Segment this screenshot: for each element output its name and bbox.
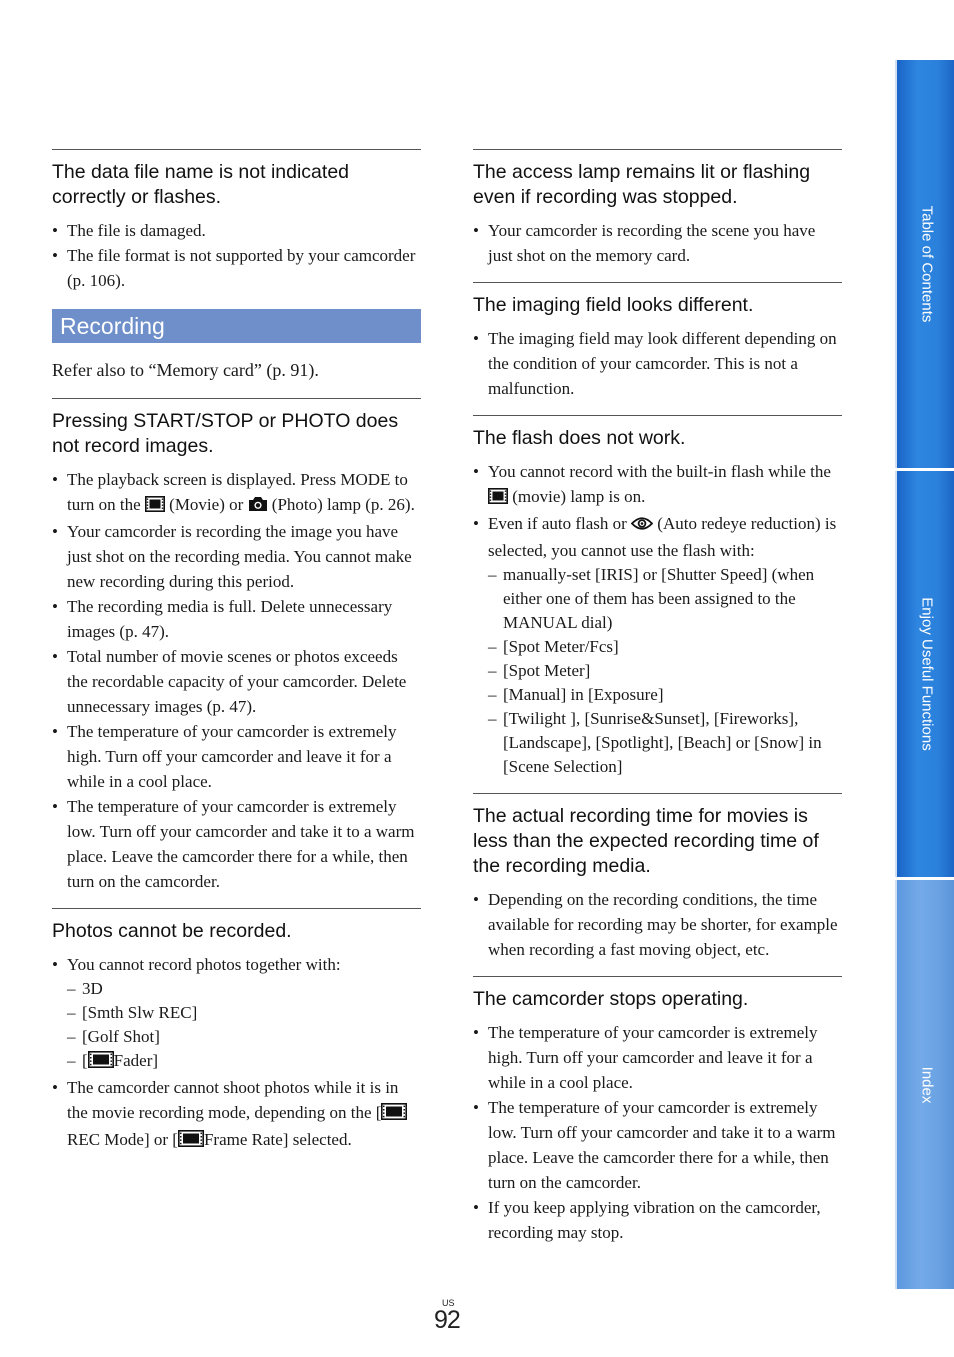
page-number: 92 [434, 1306, 460, 1334]
movie-icon [145, 494, 165, 519]
movie-icon [178, 1129, 204, 1154]
sub-list-item [67, 1049, 421, 1075]
bullet-list [473, 459, 842, 779]
text-run: (movie) lamp is on. [508, 487, 646, 506]
right-column [473, 149, 842, 1259]
list-item: • Depending on the recording conditions, the time available for recording may be shorter, for example when recording a fast moving object, etc. [473, 887, 842, 962]
list-item: • The temperature of your camcorder is extremely high. Turn off your camcorder and leave it for a while in a cool place. [473, 1020, 842, 1095]
bullet-list [52, 467, 421, 894]
tab-label: Index [918, 1066, 935, 1103]
list-item: • The file is damaged. [52, 218, 421, 243]
section-photos-cannot-record [52, 908, 421, 1154]
section-heading: Pressing START/STOP or PHOTO does not record images. [52, 410, 399, 457]
section-heading: The imaging field looks different. [473, 294, 754, 316]
list-item: • If you keep applying vibration on the camcorder, recording may stop. [473, 1195, 842, 1245]
sub-list-item: – 3D [67, 977, 421, 1001]
movie-icon [488, 486, 508, 511]
text-run: The playback screen is displayed. Press MODE to turn on the [67, 470, 408, 514]
section-imaging-field [473, 282, 842, 401]
section-access-lamp [473, 149, 842, 268]
section-heading: The actual recording time for movies is less than the expected recording time of the recording media. [473, 805, 819, 877]
section-recording-time [473, 793, 842, 962]
text-run: (Movie) or [164, 495, 248, 514]
list-item [473, 459, 842, 511]
tab-label: Enjoy Useful Functions [918, 597, 935, 751]
text-run: [ [82, 1051, 88, 1070]
sub-list-item: – manually-set [IRIS] or [Shutter Speed] (when either one of them has been assigned to the MANUAL dial) [488, 563, 842, 635]
sub-list [67, 977, 421, 1075]
bullet-list [52, 952, 421, 1154]
section-flash [473, 415, 842, 779]
list-item [52, 1075, 421, 1154]
refer-also-text: Refer also to “Memory card” (p. 91). [52, 360, 319, 380]
section-stops-operating [473, 976, 842, 1245]
bullet-list [473, 326, 842, 401]
tab-index[interactable] [895, 880, 954, 1289]
list-item [52, 952, 421, 1075]
list-item: • The temperature of your camcorder is extremely high. Turn off your camcorder and leave it for a while in a cool place. [52, 719, 421, 794]
section-heading: The camcorder stops operating. [473, 988, 749, 1010]
text-run: Fader] [113, 1051, 159, 1070]
page-region: US [442, 1298, 455, 1308]
section-data-file-name [52, 149, 421, 293]
list-item: • The imaging field may look different depending on the condition of your camcorder. This is not a malfunction. [473, 326, 842, 401]
left-column [52, 149, 421, 1168]
movie-icon [381, 1102, 407, 1127]
text-run: REC Mode] or [ [67, 1130, 178, 1149]
text-run: The camcorder cannot shoot photos while it is in the movie recording mode, depending on the [ [67, 1078, 399, 1122]
movie-icon [88, 1051, 114, 1075]
bullet-list [473, 887, 842, 962]
list-item: • Your camcorder is recording the scene you have just shot on the memory card. [473, 218, 842, 268]
list-item: • The temperature of your camcorder is extremely low. Turn off your camcorder and take it to a warm place. Leave the camcorder there for a while, then turn on the camcorder. [473, 1095, 842, 1195]
tab-label: Table of Contents [918, 205, 935, 323]
sub-list-item: – [Spot Meter/Fcs] [488, 635, 842, 659]
bullet-list [52, 218, 421, 293]
sub-list-item: – [Spot Meter] [488, 659, 842, 683]
bullet-list [473, 218, 842, 268]
list-item [473, 511, 842, 779]
section-heading: The flash does not work. [473, 427, 686, 449]
camera-icon [248, 494, 268, 519]
sub-list-item: – [Manual] in [Exposure] [488, 683, 842, 707]
sub-list [488, 563, 842, 779]
recording-banner: Recording [52, 309, 421, 343]
tab-table-of-contents[interactable] [895, 60, 954, 468]
list-item: • The file format is not supported by your camcorder (p. 106). [52, 243, 421, 293]
bullet-list [473, 1020, 842, 1245]
section-start-stop [52, 398, 421, 894]
section-heading: The access lamp remains lit or flashing even if recording was stopped. [473, 161, 811, 208]
sub-list-item: – [Golf Shot] [67, 1025, 421, 1049]
text-run: You cannot record with the built-in flash while the [488, 462, 831, 481]
list-item: • Total number of movie scenes or photos exceeds the recordable capacity of your camcorder. Delete unnecessary images (p. 47). [52, 644, 421, 719]
tab-enjoy-useful-functions[interactable] [895, 471, 954, 877]
text-run: (Photo) lamp (p. 26). [267, 495, 415, 514]
sub-list-item: – [Twilight ], [Sunrise&Sunset], [Fireworks], [Landscape], [Spotlight], [Beach] or [Snow] in [Scene Selection] [488, 707, 842, 779]
list-item: • Your camcorder is recording the image you have just shot on the recording media. You cannot make new recording during this period. [52, 519, 421, 594]
list-item [52, 467, 421, 519]
list-item: • The temperature of your camcorder is extremely low. Turn off your camcorder and take it to a warm place. Leave the camcorder there for a while, then turn on the camcorder. [52, 794, 421, 894]
text-run: (Auto redeye reduction) is selected, you cannot use the flash with: [488, 514, 837, 560]
list-item: • The recording media is full. Delete unnecessary images (p. 47). [52, 594, 421, 644]
section-heading: Photos cannot be recorded. [52, 920, 292, 942]
text-run: Frame Rate] selected. [203, 1130, 352, 1149]
text-run: You cannot record photos together with: [67, 955, 341, 974]
section-heading: The data file name is not indicated correctly or flashes. [52, 161, 350, 208]
text-run: Even if auto flash or [488, 514, 632, 533]
sub-list-item: – [Smth Slw REC] [67, 1001, 421, 1025]
redeye-eye-icon [631, 513, 653, 538]
